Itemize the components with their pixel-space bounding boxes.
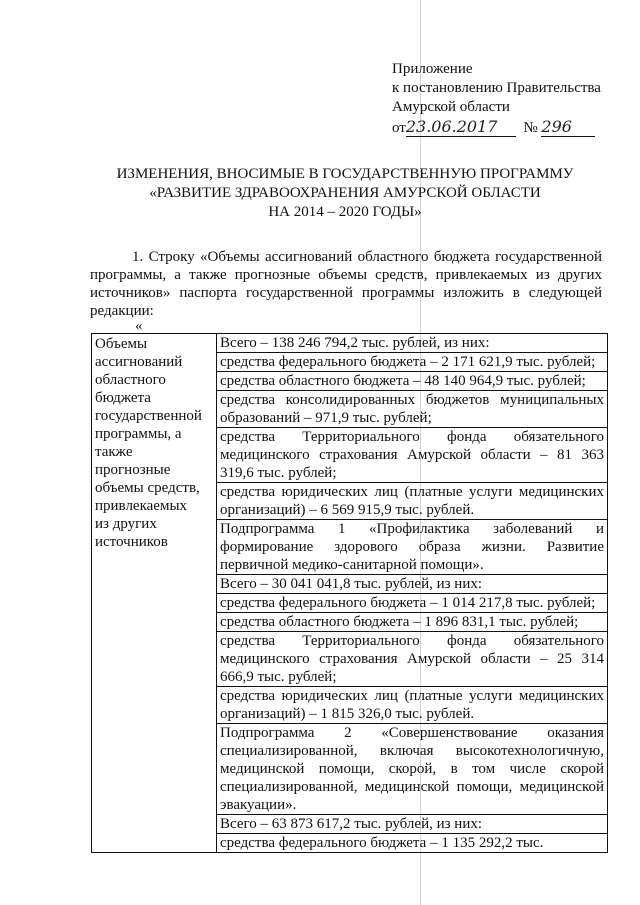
- label-line: прогнозные: [95, 462, 171, 478]
- label-line: Объемы: [95, 336, 148, 352]
- table-entry: средства федерального бюджета – 2 171 621,9 тыс. рублей;: [217, 353, 607, 372]
- table-entry: Подпрограмма 2 «Совершенствование оказания специализированной, включая высокотехнологичную, медицинской помощи, скорой, в том числе скорой специализированной, медицинской помощи, медицинской эвакуации».: [217, 724, 607, 815]
- table-entry: средства Территориального фонда обязательного медицинского страхования Амурской области – 25 314 666,9 тыс. рублей;: [217, 632, 607, 687]
- label-line: из других: [95, 516, 157, 532]
- document-title: [90, 165, 600, 222]
- table-entry: средства областного бюджета – 48 140 964,9 тыс. рублей;: [217, 372, 607, 391]
- funding-table: [91, 333, 608, 853]
- label-line: привлекаемых: [95, 498, 188, 514]
- date-prefix: от: [392, 120, 406, 136]
- label-line: ассигнований: [95, 354, 183, 370]
- table-entry: средства юридических лиц (платные услуги медицинских организаций) – 1 815 326,0 тыс. рублей.: [217, 687, 607, 724]
- handwritten-number: 296: [541, 117, 595, 137]
- label-line: бюджета: [95, 390, 151, 406]
- label-line: источников: [95, 534, 168, 550]
- table-entry: средства Территориального фонда обязательного медицинского страхования Амурской области – 81 363 319,6 тыс. рублей;: [217, 428, 607, 483]
- title-line: «РАЗВИТИЕ ЗДРАВООХРАНЕНИЯ АМУРСКОЙ ОБЛАСТИ: [149, 185, 541, 201]
- appendix-date-line: [392, 117, 601, 138]
- table-entry: средства областного бюджета – 1 896 831,1 тыс. рублей;: [217, 613, 607, 632]
- table-entry: Подпрограмма 1 «Профилактика заболеваний и формирование здорового образа жизни. Развитие первичной медико-санитарной помощи».: [217, 520, 607, 575]
- table-entry: средства юридических лиц (платные услуги медицинских организаций) – 6 569 915,9 тыс. рублей.: [217, 483, 607, 520]
- appendix-line: Приложение: [392, 61, 473, 77]
- table-entry: Всего – 138 246 794,2 тыс. рублей, из них:: [217, 334, 607, 353]
- table-entry: Всего – 63 873 617,2 тыс. рублей, из них:: [217, 815, 607, 834]
- title-line: ИЗМЕНЕНИЯ, ВНОСИМЫЕ В ГОСУДАРСТВЕННУЮ ПРОГРАММУ: [116, 166, 574, 182]
- label-line: государственной: [95, 408, 202, 424]
- intro-paragraph: [90, 248, 602, 320]
- title-line: НА 2014 – 2020 ГОДЫ»: [268, 204, 422, 220]
- label-line: также: [95, 444, 133, 460]
- row-label-cell: [92, 334, 217, 853]
- table-entry: Всего – 30 041 041,8 тыс. рублей, из них:: [217, 575, 607, 594]
- table-row: [92, 334, 608, 853]
- opening-quote: «: [135, 318, 143, 334]
- label-line: программы, а: [95, 426, 182, 442]
- paragraph-text: 1. Строку «Объемы ассигнований областного бюджета государственной программы, а также прогнозные объемы средств, привлекаемых из других источников» паспорта государственной программы изложить в следующей редакции:: [90, 249, 602, 319]
- table-entry: средства федерального бюджета – 1 014 217,8 тыс. рублей;: [217, 594, 607, 613]
- table-entry: средства консолидированных бюджетов муниципальных образований – 971,9 тыс. рублей;: [217, 391, 607, 428]
- label-line: областного: [95, 372, 166, 388]
- number-label: №: [523, 120, 538, 136]
- table-entry: средства федерального бюджета – 1 135 292,2 тыс.: [220, 835, 544, 851]
- appendix-line: Амурской области: [392, 99, 510, 115]
- handwritten-date: 23.06.2017: [406, 117, 516, 137]
- row-value-cell: [217, 334, 608, 853]
- appendix-block: [392, 60, 601, 138]
- label-line: объемы средств,: [95, 480, 200, 496]
- appendix-line: к постановлению Правительства: [392, 80, 601, 96]
